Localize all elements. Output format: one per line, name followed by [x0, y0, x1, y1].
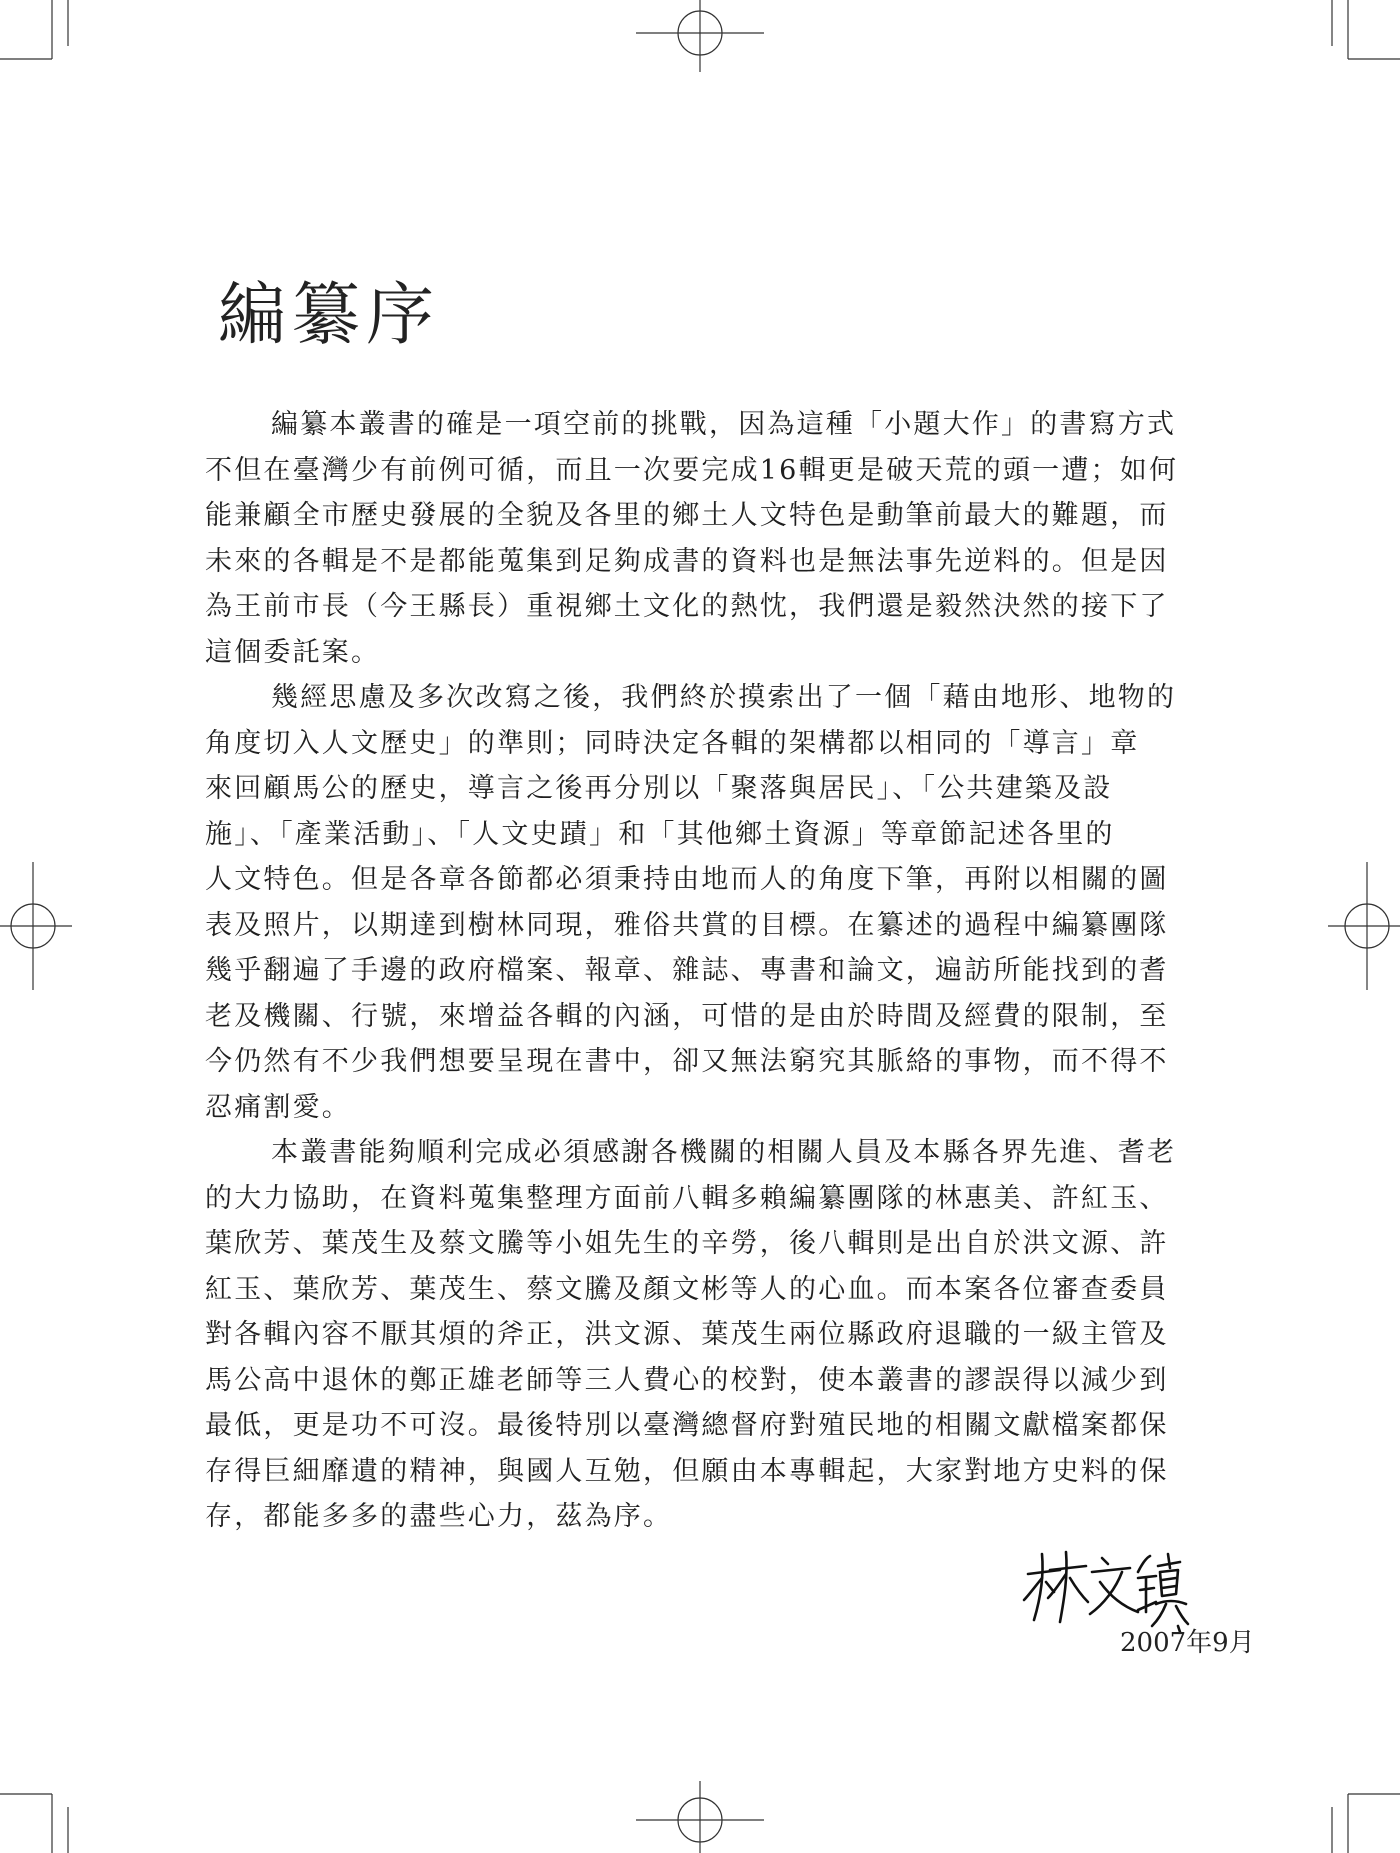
page-title: 編纂序 — [218, 276, 441, 355]
text-line: 紅玉、葉欣芳、葉茂生、蔡文騰及顏文彬等人的心血。而本案各位審查委員 — [205, 1273, 1169, 1305]
text-line: 葉欣芳、葉茂生及蔡文騰等小姐先生的辛勞，後八輯則是出自於洪文源、許 — [205, 1228, 1169, 1259]
text-line: 老及機關、行號，來增益各輯的內涵，可惜的是由於時間及經費的限制，至 — [205, 1000, 1169, 1032]
text-line: 最低，更是功不可沒。最後特別以臺灣總督府對殖民地的相關文獻檔案都保 — [205, 1410, 1169, 1441]
text-line: 未來的各輯是不是都能蒐集到足夠成書的資料也是無法事先逆料的。但是因 — [205, 545, 1169, 577]
text-line: 馬公高中退休的鄭正雄老師等三人費心的校對，使本叢書的謬誤得以減少到 — [205, 1364, 1169, 1396]
text-line: 幾經思慮及多次改寫之後，我們終於摸索出了一個「藉由地形、地物的 — [271, 682, 1177, 713]
text-line: 表及照片，以期達到樹林同現，雅俗共賞的目標。在纂述的過程中編纂團隊 — [205, 909, 1169, 941]
text-line: 的大力協助，在資料蒐集整理方面前八輯多賴編纂團隊的林惠美、許紅玉、 — [205, 1182, 1169, 1214]
text-line: 人文特色。但是各章各節都必須秉持由地而人的角度下筆，再附以相關的圖 — [205, 864, 1169, 895]
text-line: 幾乎翻遍了手邊的政府檔案、報章、雜誌、專書和論文，遍訪所能找到的耆 — [205, 955, 1169, 986]
text-line: 來回顧馬公的歷史，導言之後再分別以「聚落與居民」、「公共建築及設 — [205, 773, 1113, 804]
text-line: 存，都能多多的盡些心力，茲為序。 — [205, 1501, 673, 1532]
text-line: 存得巨細靡遺的精神，與國人互勉，但願由本專輯起，大家對地方史料的保 — [205, 1455, 1169, 1487]
text-line: 施」、「產業活動」、「人文史蹟」和「其他鄉土資源」等章節記述各里的 — [205, 818, 1115, 850]
text-line: 角度切入人文歷史」的準則；同時決定各輯的架構都以相同的「導言」章 — [205, 727, 1140, 759]
text-line: 今仍然有不少我們想要呈現在書中，卻又無法窮究其脈絡的事物，而不得不 — [205, 1046, 1169, 1077]
preface-body — [205, 402, 1205, 1540]
date-line: 2007年9月 — [1120, 1628, 1255, 1658]
text-line: 能兼顧全市歷史發展的全貌及各里的鄉土人文特色是動筆前最大的難題，而 — [205, 500, 1169, 531]
text-line: 本叢書能夠順利完成必須感謝各機關的相關人員及本縣各界先進、耆老 — [271, 1137, 1177, 1168]
text-line: 為王前市長（今王縣長）重視鄉土文化的熱忱，我們還是毅然決然的接下了 — [205, 591, 1169, 622]
text-line: 忍痛割愛。 — [205, 1091, 351, 1123]
text-line: 不但在臺灣少有前例可循，而且一次要完成16輯更是破天荒的頭一遭；如何 — [205, 454, 1179, 486]
text-line: 編纂本叢書的確是一項空前的挑戰，因為這種「小題大作」的書寫方式 — [271, 409, 1177, 440]
text-line: 對各輯內容不厭其煩的斧正，洪文源、葉茂生兩位縣政府退職的一級主管及 — [205, 1319, 1169, 1350]
handwritten-signature — [1020, 1548, 1190, 1638]
text-line: 這個委託案。 — [205, 636, 381, 668]
